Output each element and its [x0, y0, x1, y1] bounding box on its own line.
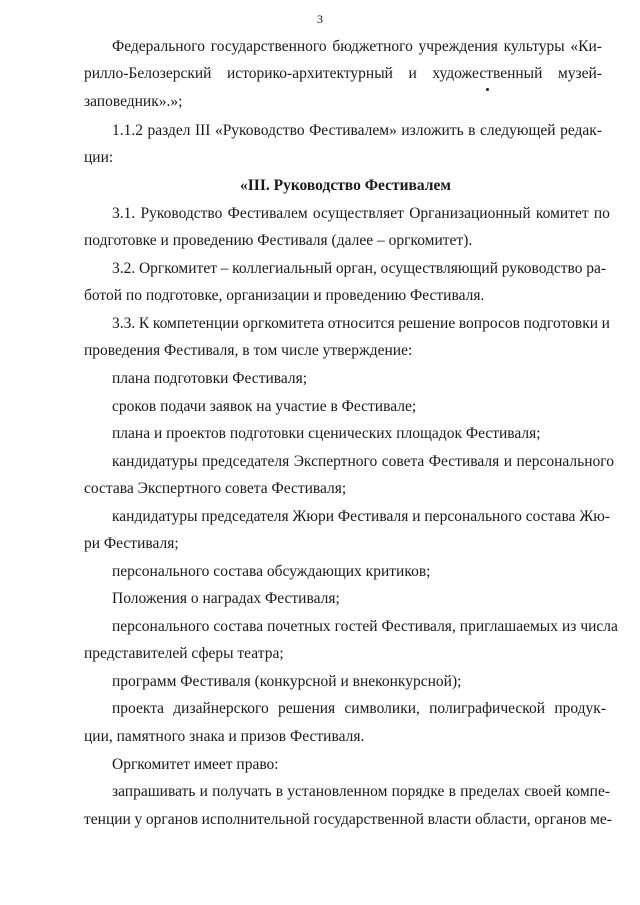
word: и: [503, 453, 513, 470]
word: подготовки: [523, 315, 599, 332]
word: раздел: [147, 122, 191, 139]
word: Экспертного: [293, 453, 378, 470]
word: символики,: [344, 700, 420, 717]
word: музей-: [557, 65, 602, 82]
word: Оргкомитет: [138, 260, 217, 277]
word: персонального: [424, 508, 522, 525]
word: компе-: [565, 783, 610, 800]
word: персонального: [112, 618, 210, 635]
word: III: [194, 122, 211, 139]
word: и: [601, 315, 610, 332]
text-line: сроков подачи заявок на участие в Фестивале;: [112, 398, 417, 415]
word: и: [199, 783, 208, 800]
text-line: проведения Фестиваля, в том числе утверждение:: [84, 342, 413, 359]
word: Руководство: [140, 205, 223, 222]
word: и: [412, 508, 421, 525]
word: председателя: [201, 508, 289, 525]
word: художественный: [432, 65, 543, 82]
word: историко-архитектурный: [227, 65, 393, 82]
word: совета: [381, 453, 425, 470]
word: получать: [212, 783, 272, 800]
text-line: заповедник».»;: [84, 93, 183, 110]
word: и: [408, 65, 417, 82]
word: 3.1.: [112, 205, 136, 222]
word: оргкомитета: [242, 315, 325, 332]
text-line: ботой по подготовке, организации и проведению Фестиваля.: [84, 287, 485, 304]
word: исполнительной: [201, 811, 310, 828]
text-line: Положения о наградах Фестиваля;: [112, 590, 340, 607]
text-line: [112, 258, 606, 280]
word: запрашивать: [112, 783, 196, 800]
word: следующей: [479, 122, 556, 139]
text-line: персонального состава обсуждающих критиков;: [112, 563, 431, 580]
word: почетных: [267, 618, 331, 635]
text-line: [112, 781, 610, 803]
word: Жюри: [292, 508, 334, 525]
word: по: [593, 205, 610, 222]
word: орган,: [335, 260, 377, 277]
word: власти: [427, 811, 472, 828]
word: государственной: [313, 811, 424, 828]
text-line: [112, 506, 610, 528]
word: К: [138, 315, 150, 332]
word: компетенции: [152, 315, 239, 332]
text-line: ции, памятного знака и призов Фестиваля.: [84, 728, 365, 745]
text-line: представителей сферы театра;: [84, 645, 284, 662]
word: руководство: [501, 260, 583, 277]
word: ра-: [586, 260, 606, 277]
word: установленном: [287, 783, 388, 800]
word: полиграфической: [429, 700, 546, 717]
word: 3.3.: [112, 315, 136, 332]
word: вопросов: [458, 315, 520, 332]
text-line: [84, 809, 612, 831]
text-line: Оргкомитет имеет право:: [112, 756, 279, 773]
word: дизайнерского: [173, 700, 269, 717]
word: Фестивалем»: [309, 122, 397, 139]
section-heading: «III. Руководство Фестивалем: [240, 177, 451, 194]
word: Жю-: [579, 508, 610, 525]
word: относится: [327, 315, 395, 332]
word: «Ки-: [570, 38, 602, 55]
text-line: [112, 616, 618, 638]
word: в: [468, 122, 476, 139]
word: Фестиваля,: [381, 618, 456, 635]
word: тенции: [84, 811, 131, 828]
word: порядке: [391, 783, 445, 800]
word: коллегиальный: [232, 260, 333, 277]
word: гостей: [334, 618, 378, 635]
text-line: [84, 63, 602, 85]
word: числа: [580, 618, 618, 635]
word: Федерального: [112, 38, 206, 55]
word: в: [448, 783, 456, 800]
text-line: [112, 36, 602, 58]
word: председателя: [201, 453, 290, 470]
word: осуществляющий: [380, 260, 499, 277]
text-line: [112, 203, 610, 225]
word: кандидатуры: [112, 453, 198, 470]
word: органов: [534, 811, 587, 828]
text-line: [112, 120, 602, 142]
word: изложить: [401, 122, 464, 139]
word: 1.1.2: [112, 122, 143, 139]
word: рилло-Белозерский: [84, 65, 212, 82]
word: «Руководство: [214, 122, 305, 139]
page-number: 3: [317, 12, 323, 26]
word: состава: [213, 618, 264, 635]
word: Фестиваля: [428, 453, 500, 470]
word: Фестивалем: [227, 205, 308, 222]
word: ме-: [590, 811, 612, 828]
text-line: [112, 451, 614, 473]
word: –: [220, 260, 229, 277]
word: персонального: [516, 453, 614, 470]
text-line: программ Фестиваля (конкурсной и внеконкурсной);: [112, 673, 462, 690]
word: пределах: [460, 783, 521, 800]
word: Организационный: [409, 205, 531, 222]
word: области,: [474, 811, 531, 828]
word: состава: [525, 508, 576, 525]
text-line: плана подготовки Фестиваля;: [112, 370, 308, 387]
word: учреждения: [418, 38, 498, 55]
text-line: ри Фестиваля;: [84, 535, 179, 552]
word: из: [561, 618, 577, 635]
word: бюджетного: [332, 38, 413, 55]
word: осуществляет: [312, 205, 404, 222]
word: у: [134, 811, 143, 828]
word: культуры: [503, 38, 565, 55]
word: продук-: [554, 700, 606, 717]
text-line: [112, 698, 606, 720]
word: 3.2.: [112, 260, 136, 277]
word: своей: [524, 783, 562, 800]
word: органов: [145, 811, 199, 828]
word: государственного: [210, 38, 327, 55]
word: проекта: [112, 700, 165, 717]
text-line: [112, 313, 610, 335]
word: решения: [278, 700, 336, 717]
word: решение: [398, 315, 456, 332]
word: приглашаемых: [459, 618, 558, 635]
word: комитет: [535, 205, 589, 222]
text-line: подготовке и проведению Фестиваля (далее – оргкомитет).: [84, 232, 473, 249]
word: Фестиваля: [337, 508, 409, 525]
text-line: ции:: [84, 149, 114, 166]
word: кандидатуры: [112, 508, 198, 525]
text-line: плана и проектов подготовки сценических площадок Фестиваля;: [112, 425, 541, 442]
word: редак-: [560, 122, 602, 139]
text-line: состава Экспертного совета Фестиваля;: [84, 480, 347, 497]
word: в: [275, 783, 284, 800]
scan-speck: [486, 88, 489, 91]
